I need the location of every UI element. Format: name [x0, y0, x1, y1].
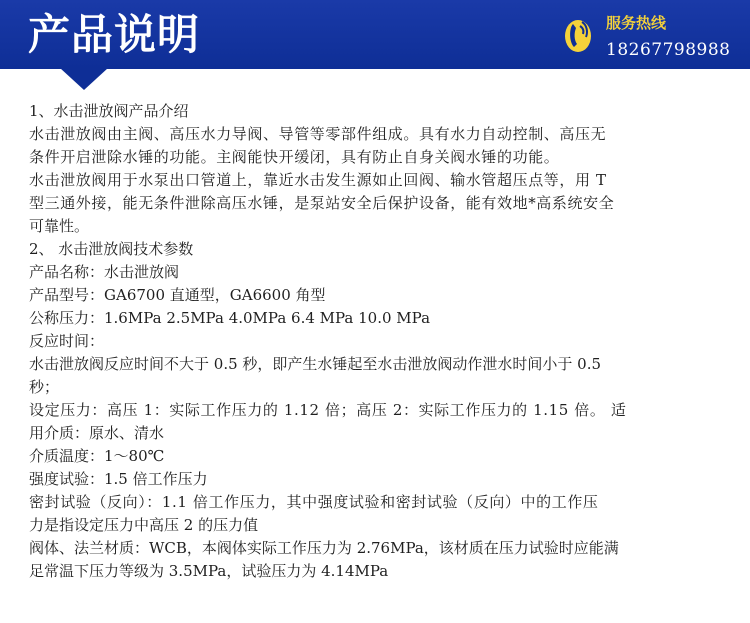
page-title: 产品说明: [28, 10, 201, 59]
hotline-number: 18267798988: [606, 40, 731, 60]
param-nominal-pressure: 公称压力：1.6MPa 2.5MPa 4.0MPa 6.4 MPa 10.0 MPa: [29, 309, 431, 327]
phone-icon: [563, 16, 593, 54]
param-set-pressure: 设定压力：高压 1：实际工作压力的 1.12 倍；高压 2：实际工作压力的 1.15 倍。 适: [29, 401, 627, 419]
text-line: 水击泄放阀由主阀、高压水力导阀、导管等零部件组成。具有水力自动控制、高压无: [29, 125, 607, 143]
text-line: 可靠性。: [29, 217, 90, 235]
param-model: 产品型号：GA6700 直通型，GA6600 角型: [29, 286, 326, 304]
param-body-material: 阀体、法兰材质：WCB，本阀体实际工作压力为 2.76MPa，该材质在压力试验时应能满: [29, 539, 619, 557]
param-response-time: 反应时间：: [29, 332, 105, 350]
text-line: 型三通外接，能无条件泄除高压水锤，是泵站安全后保护设备，能有效地*高系统安全: [29, 194, 615, 212]
param-product-name: 产品名称：水击泄放阀: [29, 263, 180, 281]
hotline-label: 服务热线: [606, 14, 667, 32]
header-banner: [0, 0, 750, 69]
text-line: 足常温下压力等级为 3.5MPa，试验压力为 4.14MPa: [29, 562, 389, 580]
text-line: 水击泄放阀反应时间不大于 0.5 秒，即产生水锤起至水击泄放阀动作泄水时间小于 0.5: [29, 355, 602, 373]
param-strength-test: 强度试验：1.5 倍工作压力: [29, 470, 208, 488]
param-seal-test: 密封试验（反向）：1.1 倍工作压力，其中强度试验和密封试验（反向）中的工作压: [29, 493, 599, 511]
text-line: 水击泄放阀用于水泵出口管道上，靠近水击发生源如止回阀、输水管超压点等，用 T: [29, 171, 607, 189]
product-description: [29, 100, 723, 583]
param-medium-temperature: 介质温度：1～80℃: [29, 447, 165, 465]
param-medium: 用介质：原水、清水: [29, 424, 165, 442]
text-line: 条件开启泄除水锤的功能。主阀能快开缓闭，具有防止自身关阀水锤的功能。: [29, 148, 560, 166]
text-line: 秒；: [29, 378, 60, 396]
section-heading-intro: 1、水击泄放阀产品介绍: [29, 102, 189, 120]
text-line: 力是指设定压力中高压 2 的压力值: [29, 516, 259, 534]
header-pointer: [60, 68, 108, 90]
section-heading-params: 2、 水击泄放阀技术参数: [29, 240, 194, 258]
